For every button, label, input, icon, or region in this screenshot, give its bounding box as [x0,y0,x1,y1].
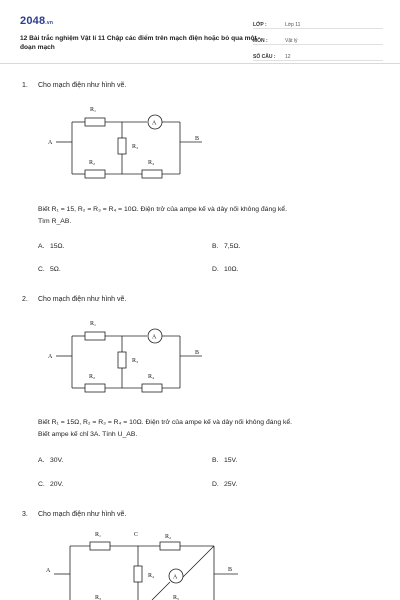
question-2-line-2: Biết ampe kế chỉ 3A. Tính U_AB. [38,431,138,438]
meta-value: 12 [285,54,291,60]
option-letter: C. [38,481,45,488]
circuit-diagram-2 [42,312,222,402]
r4-label: R₄ [148,573,155,579]
resistor-r3 [118,138,126,154]
meta-row-count [253,48,383,61]
ammeter-label: A [173,574,178,581]
node-c-label: C [134,532,139,538]
circuit-diagram-3 [42,524,252,600]
resistor-r4 [142,170,162,178]
node-b-label: B [195,350,200,356]
r2-label: R₂ [89,160,96,166]
question-1-line-1: Biết R₁ = 15, R₂ = R₃ = R₄ = 10Ω. Điện trở của ampe kế và dây nối không đáng kể. [38,206,287,213]
question-1-prompt: Cho mạch điện như hình vẽ. [38,82,127,89]
resistor-r2 [85,170,105,178]
option-text: 5Ω. [50,266,61,273]
question-2-option-c[interactable] [38,481,63,488]
resistor-r1 [85,118,105,126]
document-title: 12 Bài trắc nghiệm Vật lí 11 Chập các điểm trên mạch điện hoặc bỏ qua một đoạn mạch [20,35,257,51]
document-header [0,0,400,64]
option-text: 30V. [50,457,64,464]
r3-label: R₃ [95,595,102,600]
option-text: 7,5Ω. [224,243,241,250]
question-2-option-b[interactable] [212,457,237,464]
meta-label: MÔN : [253,38,268,44]
r2-label: R₂ [89,374,96,380]
option-text: 20V. [50,481,64,488]
option-text: 10Ω. [224,266,239,273]
option-letter: C. [38,266,45,273]
meta-label: LỚP : [253,22,267,28]
meta-row-subject [253,32,383,45]
question-2-option-d[interactable] [212,481,237,488]
question-2-prompt: Cho mạch điện như hình vẽ. [38,296,127,303]
question-1-option-c[interactable] [38,266,61,273]
option-letter: D. [212,266,219,273]
option-text: 15V. [224,457,238,464]
r3-label: R₃ [132,358,139,364]
r3-label: R₃ [132,144,139,150]
option-text: 25V. [224,481,238,488]
question-2-option-a[interactable] [38,457,63,464]
r4-label: R₄ [148,374,155,380]
document-meta [253,16,383,64]
r2-label: R₂ [165,534,172,540]
question-1-text [38,204,383,228]
option-letter: B. [212,243,219,250]
question-1-option-b[interactable] [212,243,240,250]
logo-text: 2048 [20,15,46,27]
question-2-number: 2. [22,296,28,303]
ammeter-label: A [152,120,157,127]
question-2-text [38,417,383,441]
question-1-option-d[interactable] [212,266,239,273]
r5-label: R₅ [173,595,180,600]
meta-row-grade [253,16,383,29]
node-a-label: A [48,354,53,360]
option-letter: A. [38,457,45,464]
question-3-number: 3. [22,511,28,518]
question-1-line-2: Tìm R_AB. [38,218,72,225]
option-text: 15Ω. [50,243,65,250]
question-1-number: 1. [22,82,28,89]
node-b-label: B [228,567,233,573]
option-letter: B. [212,457,219,464]
meta-label: SỐ CÂU : [253,54,276,60]
node-a-label: A [48,140,53,146]
r4-label: R₄ [148,160,155,166]
r1-label: R₁ [90,107,97,113]
meta-value: Lớp 11 [285,22,301,28]
question-2-line-1: Biết R₁ = 15Ω, R₂ = R₃ = R₄ = 10Ω. Điện trở của ampe kế và dây nối không đáng kể. [38,419,293,426]
option-letter: A. [38,243,45,250]
question-1-option-a[interactable] [38,243,65,250]
r1-label: R₁ [95,532,102,538]
question-3-prompt: Cho mạch điện như hình vẽ. [38,511,127,518]
meta-value: Vật lý [285,38,298,44]
circuit-diagram-1 [42,98,222,188]
site-logo[interactable] [20,15,53,27]
node-b-label: B [195,136,200,142]
option-letter: D. [212,481,219,488]
node-a-label: A [46,568,51,574]
ammeter-label: A [152,334,157,341]
logo-suffix: .vn [45,20,54,26]
r1-label: R₁ [90,321,97,327]
